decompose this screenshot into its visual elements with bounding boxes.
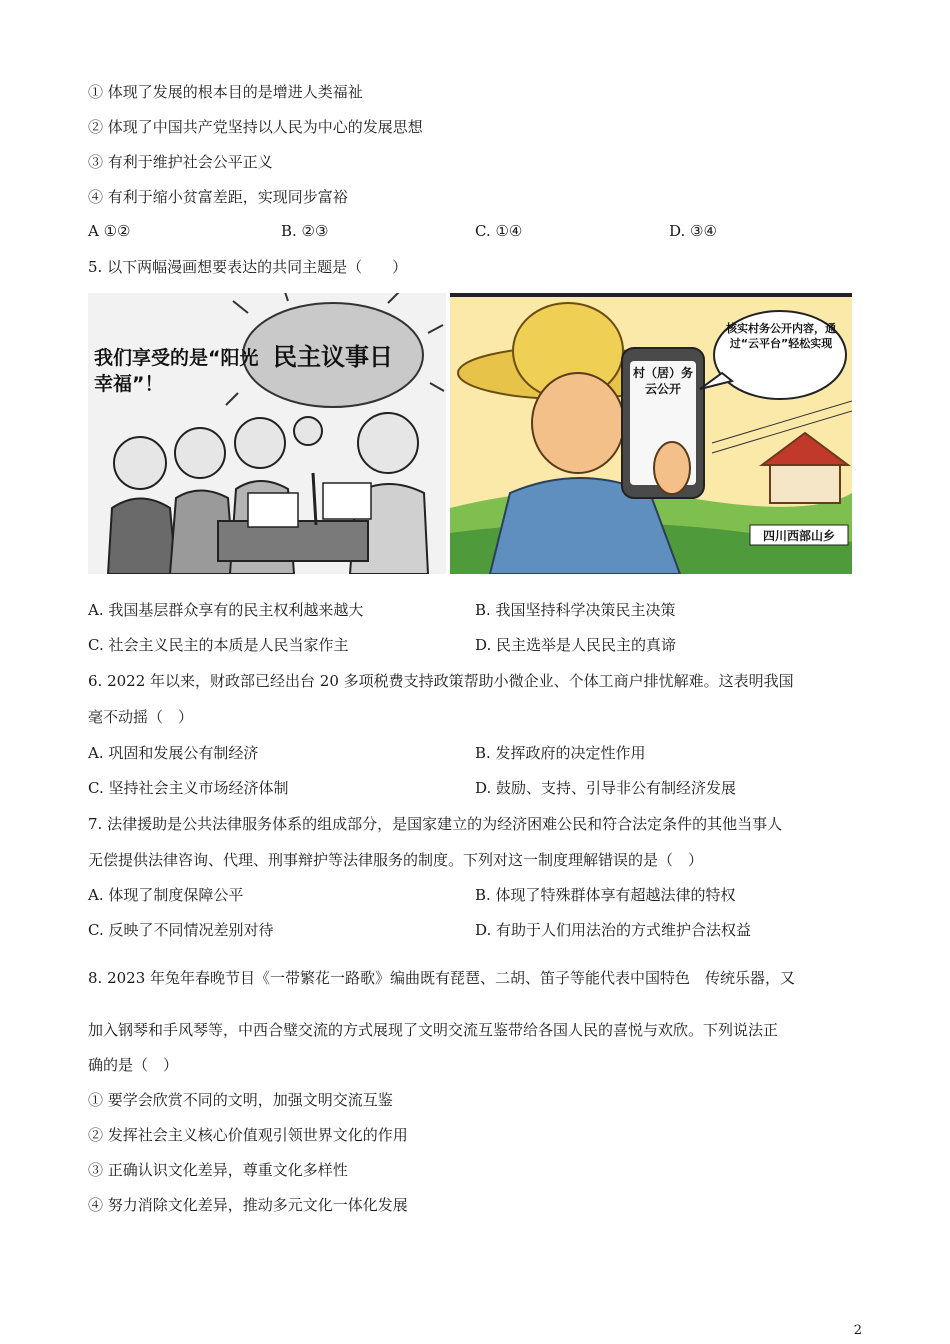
q6-option-a: A. 巩固和发展公有制经济 — [88, 744, 259, 762]
q5-stem: 5. 以下两幅漫画想要表达的共同主题是（ ） — [88, 258, 408, 276]
q4-item-2: ② 体现了中国共产党坚持以人民为中心的发展思想 — [88, 118, 423, 136]
q5-option-b: B. 我国坚持科学决策民主决策 — [475, 601, 676, 619]
q4-option-d: D. ③④ — [669, 222, 717, 240]
q5-option-d: D. 民主选举是人民民主的真谛 — [475, 636, 677, 654]
q7-option-a: A. 体现了制度保障公平 — [88, 886, 244, 904]
q6-option-d: D. 鼓励、支持、引导非公有制经济发展 — [475, 779, 737, 797]
q5-option-a: A. 我国基层群众享有的民主权利越来越大 — [88, 601, 364, 619]
cartoon-democracy-day — [88, 293, 446, 574]
q7-stem-line2: 无偿提供法律咨询、代理、刑事辩护等法律服务的制度。下列对这一制度理解错误的是（ ） — [88, 851, 704, 869]
cartoon-caption: 我们享受的是“阳光幸福”！ — [94, 347, 259, 395]
q8-stem-line2: 加入钢琴和手风琴等，中西合璧交流的方式展现了文明交流互鉴带给各国人民的喜悦与欢欣。下列说法正 — [88, 1021, 779, 1039]
q8-item-2: ② 发挥社会主义核心价值观引领世界文化的作用 — [88, 1126, 408, 1144]
phone-text-wrap — [632, 365, 694, 409]
q4-option-b: B. ②③ — [281, 222, 329, 240]
q7-stem-line1: 7. 法律援助是公共法律服务体系的组成部分，是国家建立的为经济困难公民和符合法定条件的其他当事人 — [88, 815, 783, 833]
q6-option-c: C. 坚持社会主义市场经济体制 — [88, 779, 289, 797]
q5-option-c: C. 社会主义民主的本质是人民当家作主 — [88, 636, 349, 654]
q6-option-b: B. 发挥政府的决定性作用 — [475, 744, 646, 762]
caption-wrap — [94, 345, 264, 415]
q4-item-1: ① 体现了发展的根本目的是增进人类福祉 — [88, 83, 363, 101]
bubble-wrap — [726, 321, 836, 391]
cartoon-democracy-day-drawing — [88, 293, 446, 574]
q8-item-4: ④ 努力消除文化差异，推动多元文化一体化发展 — [88, 1196, 408, 1214]
q7-option-d: D. 有助于人们用法治的方式维护合法权益 — [475, 921, 752, 939]
page-number: 2 — [853, 1323, 862, 1338]
q8-stem-line3: 确的是（ ） — [88, 1056, 179, 1074]
q4-option-a: A ①② — [88, 222, 131, 240]
q8-stem-line1: 8. 2023 年兔年春晚节目《一带繁花一路歌》编曲既有琵琶、二胡、笛子等能代表中国特色 传统乐器，又 — [88, 969, 796, 987]
speech-bubble-text: 核实村务公开内容，通过“云平台”轻松实现 — [726, 322, 836, 350]
sign-text: 民主议事日 — [273, 343, 393, 371]
q4-option-c: C. ①④ — [475, 222, 523, 240]
q7-option-b: B. 体现了特殊群体享有超越法律的特权 — [475, 886, 736, 904]
phone-screen-text: 村（居）务云公开 — [632, 366, 693, 396]
q8-item-1: ① 要学会欣赏不同的文明，加强文明交流互鉴 — [88, 1091, 393, 1109]
q6-stem-line1: 6. 2022 年以来，财政部已经出台 20 多项税费支持政策帮助小微企业、个体工商户排忧解难。这表明我国 — [88, 672, 794, 690]
cartoon-cloud-platform — [450, 293, 852, 574]
q4-item-4: ④ 有利于缩小贫富差距，实现同步富裕 — [88, 188, 348, 206]
place-label: 四川西部山乡 — [762, 529, 836, 543]
q8-item-3: ③ 正确认识文化差异，尊重文化多样性 — [88, 1161, 348, 1179]
q4-item-3: ③ 有利于维护社会公平正义 — [88, 153, 273, 171]
q7-option-c: C. 反映了不同情况差别对待 — [88, 921, 274, 939]
q6-stem-line2: 毫不动摇（ ） — [88, 708, 194, 726]
cartoon-cloud-platform-drawing — [450, 293, 852, 574]
